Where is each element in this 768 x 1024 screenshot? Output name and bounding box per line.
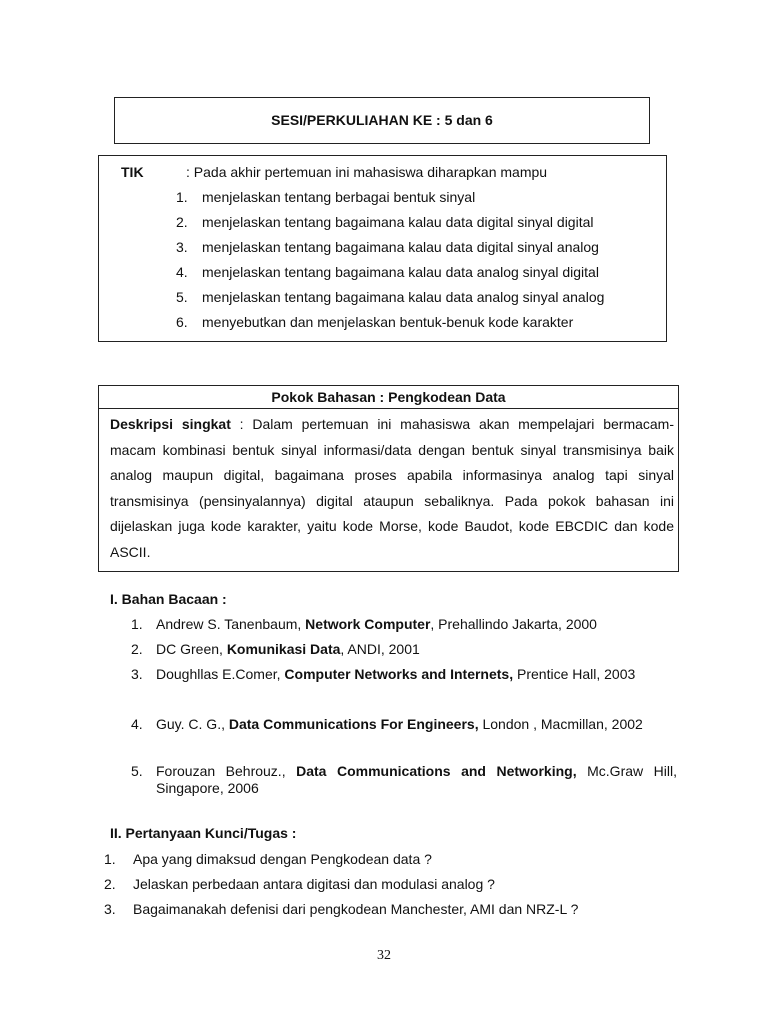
- tik-item: 2. menjelaskan tentang bagaimana kalau data digital sinyal digital: [176, 214, 594, 230]
- tik-box: [98, 155, 667, 342]
- tik-item: 1. menjelaskan tentang berbagai bentuk sinyal: [176, 189, 476, 205]
- book-title: Network Computer: [305, 616, 431, 632]
- question-item: 1. Apa yang dimaksud dengan Pengkodean data ?: [104, 851, 432, 867]
- tik-item: 4. menjelaskan tentang bagaimana kalau data analog sinyal digital: [176, 264, 599, 280]
- question-item: 2. Jelaskan perbedaan antara digitasi dan modulasi analog ?: [104, 876, 495, 892]
- pokok-bahasan-description: [110, 412, 674, 565]
- book-title: Komunikasi Data: [226, 641, 341, 657]
- tik-intro: : Pada akhir pertemuan ini mahasiswa diharapkan mampu: [186, 164, 548, 180]
- page-number: 32: [377, 948, 391, 963]
- pokok-bahasan-title: Pokok Bahasan : Pengkodean Data: [99, 386, 678, 409]
- reference-item: 2. DC Green, Komunikasi Data, ANDI, 2001: [131, 641, 420, 657]
- description-label: Deskripsi singkat: [110, 416, 231, 432]
- reference-item: 1. Andrew S. Tanenbaum, Network Computer, Prehallindo Jakarta, 2000: [131, 616, 597, 632]
- reference-item: 5. Forouzan Behrouz., Data Communications and Networking, Mc.Graw Hill, Singapore, 2006: [131, 763, 677, 796]
- tik-label: TIK: [121, 164, 144, 180]
- book-title: Data Communications For Engineers,: [228, 716, 479, 732]
- description-text: : Dalam pertemuan ini mahasiswa akan mempelajari bermacam-macam kombinasi bentuk sinyal informasi/data dengan bentuk sinyal transmisinya baik analog maupun digital, bagaimana proses apabila informasinya analog tapi sinyal transmisinya (pensinyalannya) digital ataupun sebaliknya. Pada pokok bahasan ini dijelaskan juga kode karakter, yaitu kode Morse, kode Baudot, kode EBCDIC dan kode ASCII.: [110, 416, 675, 560]
- pertanyaan-heading: II. Pertanyaan Kunci/Tugas :: [110, 825, 297, 841]
- book-title: Data Communications and Networking,: [296, 763, 577, 779]
- book-title: Computer Networks and Internets,: [284, 666, 514, 682]
- bahan-bacaan-heading: I. Bahan Bacaan :: [110, 591, 227, 607]
- reference-item: 4. Guy. C. G., Data Communications For Engineers, London , Macmillan, 2002: [131, 716, 643, 732]
- pokok-bahasan-box: [98, 385, 679, 572]
- tik-item: 6. menyebutkan dan menjelaskan bentuk-benuk kode karakter: [176, 314, 574, 330]
- tik-item: 5. menjelaskan tentang bagaimana kalau data analog sinyal analog: [176, 289, 605, 305]
- tik-item: 3. menjelaskan tentang bagaimana kalau data digital sinyal analog: [176, 239, 599, 255]
- reference-item: 3. Doughllas E.Comer, Computer Networks and Internets, Prentice Hall, 2003: [131, 666, 636, 682]
- session-title: SESI/PERKULIAHAN KE : 5 dan 6: [271, 112, 493, 128]
- session-header-box: [114, 97, 650, 144]
- question-item: 3. Bagaimanakah defenisi dari pengkodean Manchester, AMI dan NRZ-L ?: [104, 901, 579, 917]
